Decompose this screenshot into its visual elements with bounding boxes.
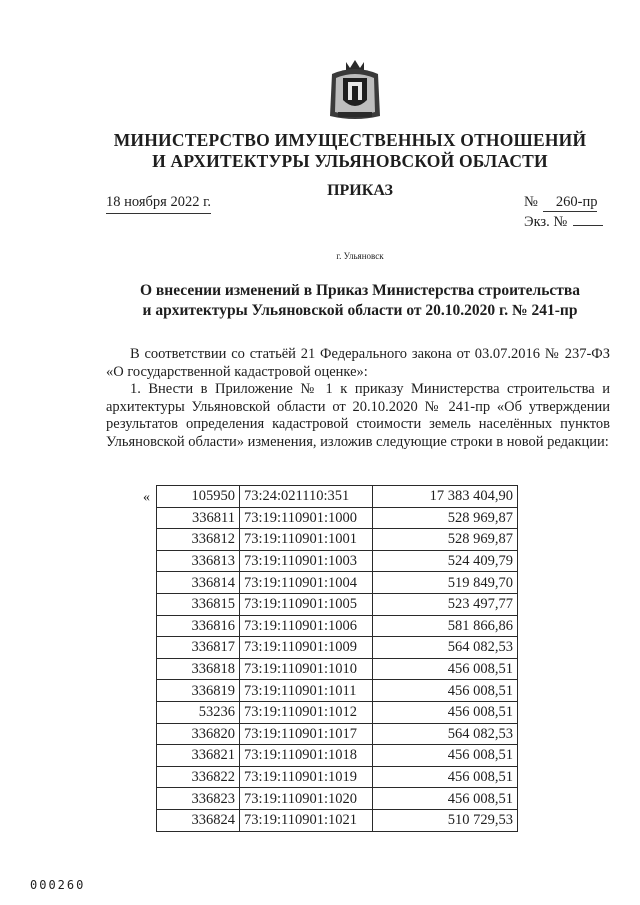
table-row: [157, 507, 518, 529]
cadastral-number-cell: 73:19:110901:1005: [240, 593, 373, 615]
cadastral-value-cell: 523 497,77: [373, 593, 518, 615]
cadastral-value-cell: 17 383 404,90: [373, 486, 518, 508]
cadastral-value-cell: 528 969,87: [373, 507, 518, 529]
table-row: [157, 788, 518, 810]
cadastral-value-cell: 456 008,51: [373, 745, 518, 767]
copy-label: Экз. №: [524, 214, 568, 230]
table-row: [157, 701, 518, 723]
table-row: [157, 593, 518, 615]
cadastral-number-cell: 73:19:110901:1012: [240, 701, 373, 723]
table-row: [157, 637, 518, 659]
copy-number: [524, 214, 603, 231]
row-id-cell: 336822: [157, 766, 240, 788]
row-id-cell: 336813: [157, 550, 240, 572]
table-row: [157, 572, 518, 594]
ministry-name: [110, 130, 590, 172]
row-id-cell: 336812: [157, 529, 240, 551]
opening-quote: «: [143, 490, 150, 505]
row-id-cell: 336811: [157, 507, 240, 529]
body-paragraph-2: 1. Внести в Приложение № 1 к приказу Министерства строительства и архитектуры Ульяновской области от 20.10.2020 № 241-пр «Об утверждении результатов определения кадастровой стоимости земель населённых пунктов Ульяновской области» изменения, изложив следующие строки в новой редакции:: [106, 381, 610, 450]
row-id-cell: 336817: [157, 637, 240, 659]
city: г. Ульяновск: [336, 251, 384, 261]
cadastral-number-cell: 73:19:110901:1017: [240, 723, 373, 745]
cadastral-value-cell: 564 082,53: [373, 723, 518, 745]
cadastral-number-cell: 73:19:110901:1000: [240, 507, 373, 529]
document-type: ПРИКАЗ: [327, 182, 393, 199]
cadastral-number-cell: 73:19:110901:1009: [240, 637, 373, 659]
cadastral-value-cell: 524 409,79: [373, 550, 518, 572]
table-row: [157, 680, 518, 702]
row-id-cell: 336814: [157, 572, 240, 594]
row-id-cell: 336816: [157, 615, 240, 637]
document-body: [106, 346, 610, 451]
row-id-cell: 336823: [157, 788, 240, 810]
table-row: [157, 486, 518, 508]
cadastral-value-cell: 456 008,51: [373, 680, 518, 702]
cadastral-value-cell: 528 969,87: [373, 529, 518, 551]
row-id-cell: 336819: [157, 680, 240, 702]
table-row: [157, 658, 518, 680]
table-row: [157, 745, 518, 767]
cadastral-value-cell: 564 082,53: [373, 637, 518, 659]
ministry-name-line1: МИНИСТЕРСТВО ИМУЩЕСТВЕННЫХ ОТНОШЕНИЙ: [113, 130, 587, 150]
cadastral-value-cell: 581 866,86: [373, 615, 518, 637]
table-row: [157, 809, 518, 831]
cadastral-value-table: [156, 485, 518, 832]
number-label: №: [524, 194, 538, 210]
document-number: [524, 194, 597, 212]
table-row: [157, 550, 518, 572]
row-id-cell: 53236: [157, 701, 240, 723]
row-id-cell: 336818: [157, 658, 240, 680]
cadastral-value-cell: 456 008,51: [373, 788, 518, 810]
row-id-cell: 336824: [157, 809, 240, 831]
cadastral-value-cell: 519 849,70: [373, 572, 518, 594]
cadastral-number-cell: 73:19:110901:1018: [240, 745, 373, 767]
document-subject: [120, 281, 600, 321]
number-value: 260-пр: [543, 194, 597, 212]
cadastral-number-cell: 73:19:110901:1020: [240, 788, 373, 810]
row-id-cell: 336815: [157, 593, 240, 615]
coat-of-arms-icon: [326, 58, 384, 122]
cadastral-value-cell: 456 008,51: [373, 701, 518, 723]
table-row: [157, 723, 518, 745]
body-paragraph-1: В соответствии со статьёй 21 Федерального закона от 03.07.2016 № 237-ФЗ «О государственной кадастровой оценке»:: [106, 346, 610, 380]
cadastral-value-cell: 510 729,53: [373, 809, 518, 831]
cadastral-number-cell: 73:19:110901:1006: [240, 615, 373, 637]
cadastral-number-cell: 73:24:021110:351: [240, 486, 373, 508]
cadastral-value-cell: 456 008,51: [373, 766, 518, 788]
cadastral-number-cell: 73:19:110901:1011: [240, 680, 373, 702]
ministry-name-line2: И АРХИТЕКТУРЫ УЛЬЯНОВСКОЙ ОБЛАСТИ: [152, 151, 548, 171]
row-id-cell: 336821: [157, 745, 240, 767]
table-row: [157, 615, 518, 637]
cadastral-number-cell: 73:19:110901:1001: [240, 529, 373, 551]
footer-serial-number: 000260: [30, 878, 86, 892]
table-row: [157, 529, 518, 551]
cadastral-number-cell: 73:19:110901:1010: [240, 658, 373, 680]
cadastral-value-cell: 456 008,51: [373, 658, 518, 680]
row-id-cell: 105950: [157, 486, 240, 508]
cadastral-number-cell: 73:19:110901:1019: [240, 766, 373, 788]
subject-line1: О внесении изменений в Приказ Министерства строительства: [139, 282, 581, 299]
table-row: [157, 766, 518, 788]
row-id-cell: 336820: [157, 723, 240, 745]
cadastral-number-cell: 73:19:110901:1004: [240, 572, 373, 594]
document-date: 18 ноября 2022 г.: [106, 194, 211, 214]
cadastral-number-cell: 73:19:110901:1003: [240, 550, 373, 572]
subject-line2: и архитектуры Ульяновской области от 20.10.2020 г. № 241-пр: [142, 302, 578, 319]
copy-number-blank: [573, 225, 603, 226]
cadastral-number-cell: 73:19:110901:1021: [240, 809, 373, 831]
